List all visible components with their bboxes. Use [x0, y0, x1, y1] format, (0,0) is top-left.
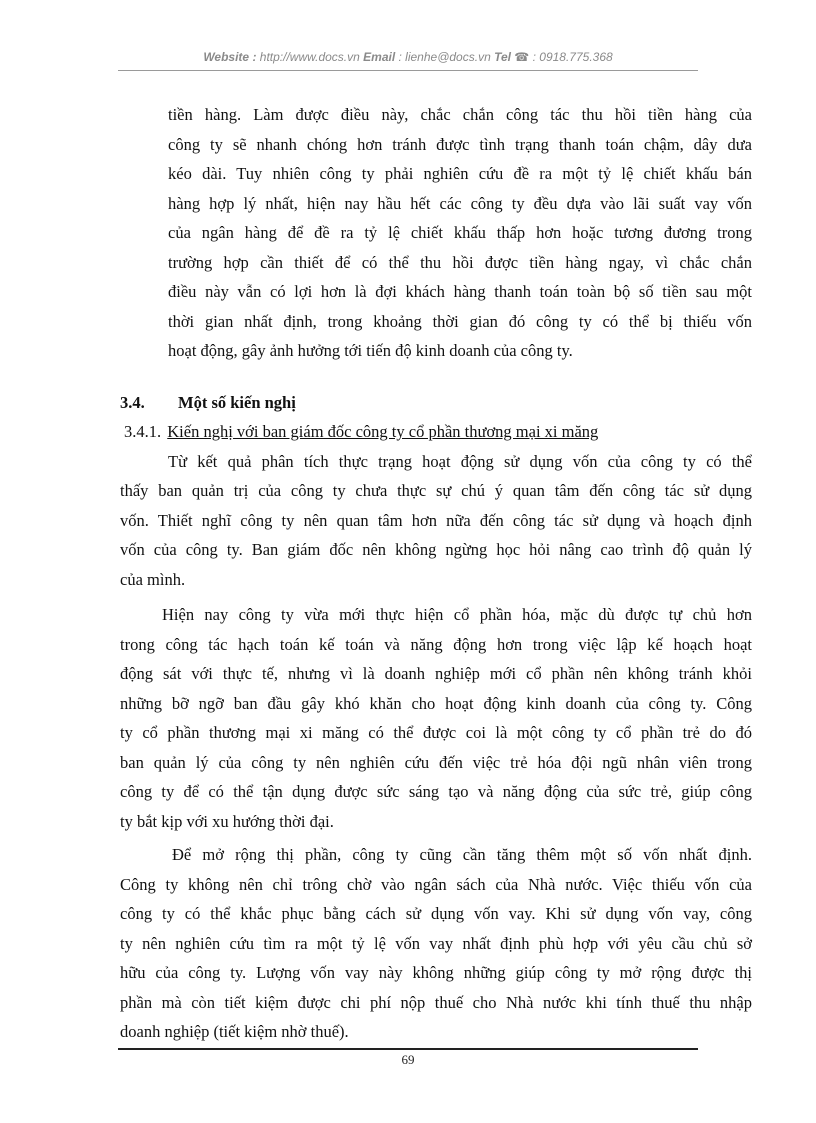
paragraph-3: [120, 600, 752, 836]
text-line: vốn. Thiết nghĩ công ty nên quan tâm hơn nữa đến công tác sử dụng và hoạch định: [120, 510, 752, 530]
text-line: tiền hàng. Làm được điều này, chắc chắn công tác thu hồi tiền hàng của: [168, 105, 752, 124]
email-label: Email: [363, 50, 396, 64]
tel-label: Tel ☎: [494, 50, 530, 64]
subsection-heading: [120, 417, 752, 447]
text-line: hữu của công ty. Lượng vốn vay này không những giúp công ty mở rộng được thị: [120, 963, 752, 982]
text-line: hoạt động, gây ảnh hưởng tới tiến độ kinh doanh của công ty.: [168, 341, 573, 360]
paragraph-2: [120, 447, 752, 595]
text-line: động sát với thực tế, nhưng vì là doanh nghiệp mới cổ phần nên không tránh khỏi: [120, 664, 752, 683]
text-line: trong công tác hạch toán kế toán và năng động hơn trong việc lập kế hoạch hoạt: [120, 634, 752, 654]
text-line: kéo dài. Tuy nhiên công ty phải nghiên cứu đề ra một tỷ lệ chiết khấu bán: [168, 164, 752, 183]
paragraph-1: [120, 100, 752, 366]
footer-divider: [118, 1048, 698, 1050]
text-line: Từ kết quả phân tích thực trạng hoạt động sử dụng vốn của công ty có thể: [168, 451, 752, 471]
text-line: công ty sẽ nhanh chóng hơn tránh được tình trạng thanh toán chậm, dây dưa: [168, 134, 752, 154]
text-line: điều này vẫn có lợi hơn là đợi khách hàng thanh toán toàn bộ số tiền sau một: [168, 282, 752, 301]
page-header: [118, 50, 698, 64]
paragraph-4: [120, 840, 752, 1047]
text-line: thấy ban quản trị của công ty chưa thực sự chú ý quan tâm đến công tác sử dụng: [120, 481, 752, 500]
text-line: công ty để có thể tận dụng được sức sáng tạo và năng động của sức trẻ, giúp công: [120, 782, 752, 801]
text-line: Hiện nay công ty vừa mới thực hiện cổ phần hóa, mặc dù được tự chủ hơn: [162, 605, 752, 624]
text-line: Để mở rộng thị phần, công ty cũng cần tăng thêm một số vốn nhất định.: [172, 845, 752, 864]
page-body: [120, 100, 752, 1047]
text-line: phần mà còn tiết kiệm được chi phí nộp thuế cho Nhà nước khi tính thuế thu nhập: [120, 992, 752, 1012]
subsection-title: Kiến nghị với ban giám đốc công ty cổ phần thương mại xi măng: [167, 422, 599, 441]
text-line: công ty có thể khắc phục bằng cách sử dụng vốn vay. Khi sử dụng vốn vay, công: [120, 904, 752, 923]
text-line: của ngân hàng để đề ra tỷ lệ chiết khấu thấp hơn hoặc tương đương trong: [168, 223, 752, 242]
email-value: : lienhe@docs.vn: [395, 50, 495, 64]
text-line: trường hợp cần thiết để có thể thu hồi được tiền hàng ngay, vì chắc chắn: [168, 252, 752, 272]
text-line: ty nên nghiên cứu tìm ra một tỷ lệ vốn vay nhất định phù hợp với yêu cầu chủ sở: [120, 933, 752, 953]
text-line: thời gian nhất định, trong khoảng thời gian đó công ty có thể bị thiếu vốn: [168, 311, 752, 331]
text-line: của mình.: [120, 569, 186, 589]
text-line: hàng hợp lý nhất, hiện nay hầu hết các công ty đều dựa vào lãi suất vay vốn: [168, 193, 752, 213]
tel-value: : 0918.775.368: [529, 50, 613, 64]
text-line: ban quản lý của công ty nên nghiên cứu đến việc trẻ hóa đội ngũ nhân viên trong: [120, 752, 752, 772]
website-value: http://www.docs.vn: [256, 50, 364, 64]
section-title: Một số kiến nghị: [178, 392, 296, 412]
text-line: ty cổ phần thương mại xi măng có thể được coi là một công ty cổ phần trẻ do đó: [120, 723, 752, 742]
text-line: Công ty không nên chỉ trông chờ vào ngân sách của Nhà nước. Việc thiếu vốn của: [120, 874, 752, 894]
text-line: doanh nghiệp (tiết kiệm nhờ thuế).: [120, 1022, 349, 1041]
website-label: Website :: [203, 50, 257, 64]
section-heading: [120, 388, 752, 418]
header-divider: [118, 70, 698, 71]
text-line: vốn của công ty. Ban giám đốc nên không ngừng học hỏi nâng cao trình độ quản lý: [120, 540, 752, 559]
page-number: 69: [401, 1052, 415, 1067]
section-number: 3.4.: [120, 392, 145, 412]
subsection-number: 3.4.1.: [124, 422, 162, 441]
text-line: ty bắt kịp với xu hướng thời đại.: [120, 811, 334, 831]
text-line: những bỡ ngỡ ban đầu gây khó khăn cho hoạt động kinh doanh của công ty. Công: [120, 693, 752, 713]
